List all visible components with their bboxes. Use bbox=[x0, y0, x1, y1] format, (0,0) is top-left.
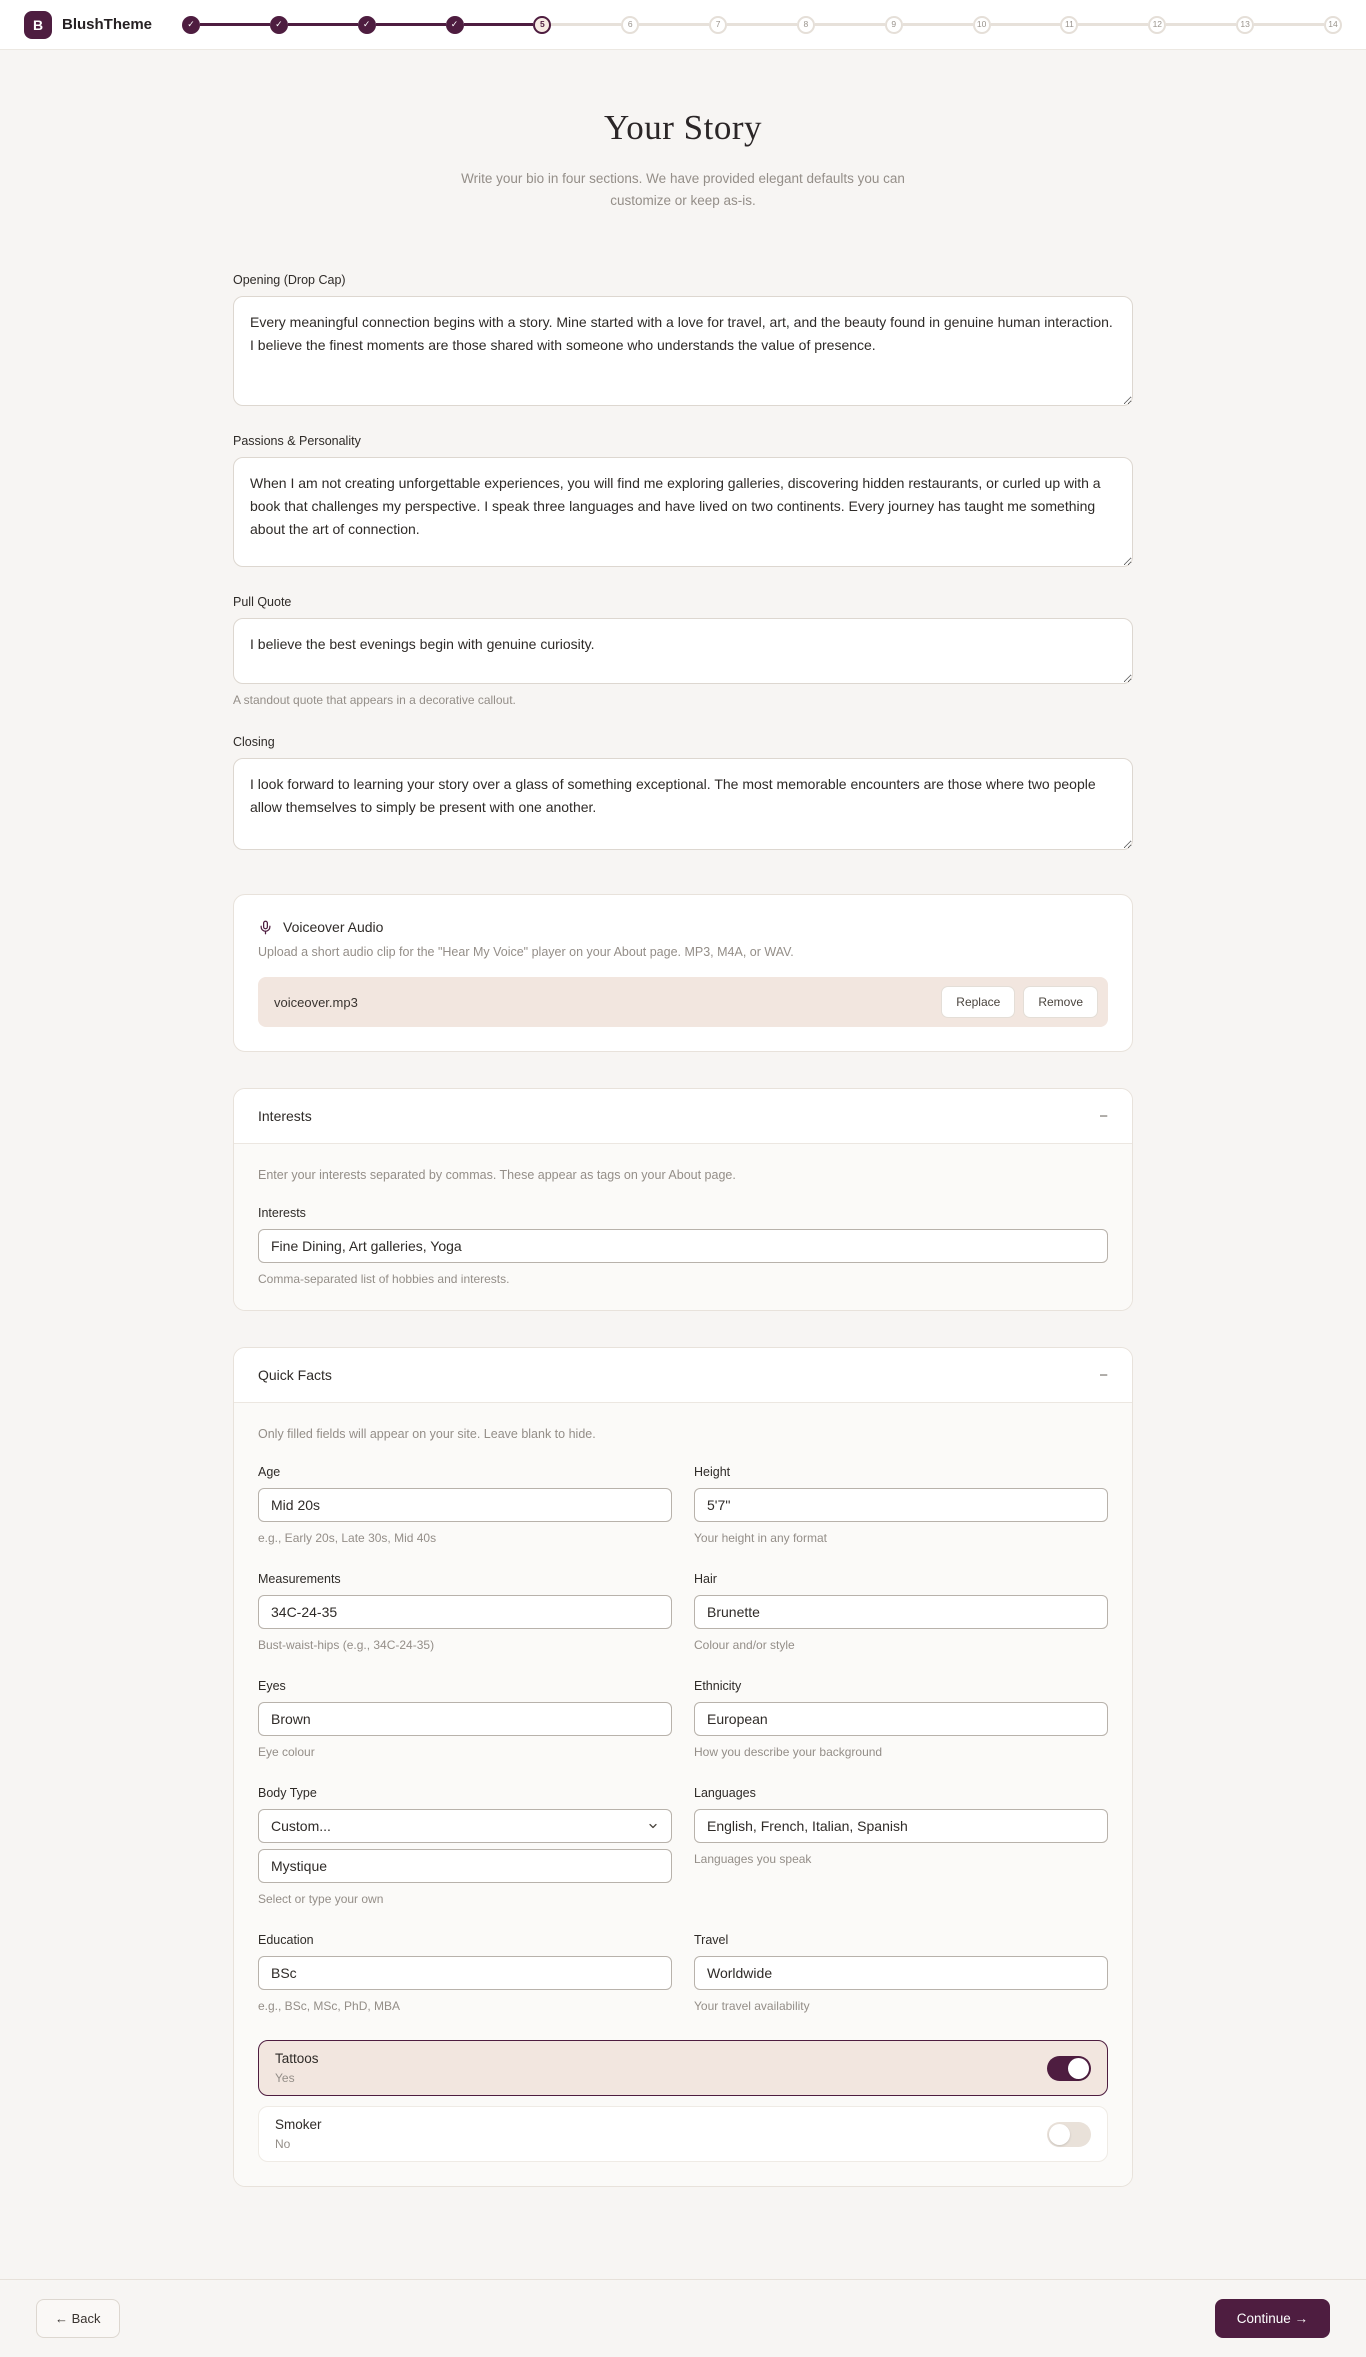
step-10[interactable]: 10 bbox=[973, 16, 991, 34]
page-title: Your Story bbox=[603, 108, 763, 147]
age-input[interactable] bbox=[258, 1488, 672, 1522]
quick-facts-note: Only filled fields will appear on your site. Leave blank to hide. bbox=[258, 1427, 596, 1442]
opening-field-group bbox=[233, 273, 1133, 406]
age-help: e.g., Early 20s, Late 30s, Mid 40s bbox=[258, 1531, 437, 1546]
opening-label: Opening (Drop Cap) bbox=[233, 273, 346, 288]
step-12[interactable]: 12 bbox=[1148, 16, 1166, 34]
hair-label: Hair bbox=[694, 1572, 717, 1587]
height-input[interactable] bbox=[694, 1488, 1108, 1522]
pull-quote-field-group bbox=[233, 595, 1133, 707]
quick-facts-toggles bbox=[258, 2040, 1108, 2162]
stepper bbox=[182, 16, 1342, 34]
measurements-help: Bust-waist-hips (e.g., 34C-24-35) bbox=[258, 1638, 435, 1653]
collapse-icon[interactable]: − bbox=[1099, 1107, 1108, 1125]
education-input[interactable] bbox=[258, 1956, 672, 1990]
closing-textarea[interactable] bbox=[233, 758, 1133, 850]
quick-facts-section-title: Quick Facts bbox=[258, 1367, 332, 1384]
smoker-state: No bbox=[275, 2137, 291, 2152]
hair-input[interactable] bbox=[694, 1595, 1108, 1629]
app-header bbox=[0, 0, 1366, 50]
smoker-toggle[interactable] bbox=[1047, 2122, 1091, 2147]
step-5[interactable]: 5 bbox=[533, 16, 551, 34]
voiceover-card bbox=[233, 894, 1133, 1052]
quick-facts-card bbox=[233, 1347, 1133, 2187]
quick-fact-field-body-type bbox=[258, 1786, 672, 1906]
tattoos-label: Tattoos bbox=[275, 2051, 319, 2067]
step-11[interactable]: 11 bbox=[1060, 16, 1078, 34]
education-label: Education bbox=[258, 1933, 314, 1948]
body-type-input[interactable] bbox=[258, 1849, 672, 1883]
age-label: Age bbox=[258, 1465, 281, 1480]
main-content bbox=[0, 50, 1366, 2279]
pull-quote-label: Pull Quote bbox=[233, 595, 292, 610]
measurements-input[interactable] bbox=[258, 1595, 672, 1629]
tattoos-toggle-row bbox=[258, 2040, 1108, 2096]
step-connector bbox=[727, 23, 797, 26]
page-subtitle: Write your bio in four sections. We have provided elegant defaults you can customize or keep as-is. bbox=[461, 171, 905, 208]
footer bbox=[0, 2279, 1366, 2357]
step-connector bbox=[376, 23, 446, 26]
ethnicity-label: Ethnicity bbox=[694, 1679, 742, 1694]
microphone-icon bbox=[258, 920, 273, 935]
step-connector bbox=[991, 23, 1061, 26]
smoker-toggle-row bbox=[258, 2106, 1108, 2162]
languages-input[interactable] bbox=[694, 1809, 1108, 1843]
passions-field-group bbox=[233, 434, 1133, 567]
voiceover-file-name: voiceover.mp3 bbox=[274, 994, 358, 1010]
step-1[interactable]: ✓ bbox=[182, 16, 200, 34]
body-type-help: Select or type your own bbox=[258, 1892, 384, 1907]
quick-fact-field-height bbox=[694, 1465, 1108, 1545]
step-connector bbox=[815, 23, 885, 26]
step-3[interactable]: ✓ bbox=[358, 16, 376, 34]
step-2[interactable]: ✓ bbox=[270, 16, 288, 34]
travel-input[interactable] bbox=[694, 1956, 1108, 1990]
eyes-label: Eyes bbox=[258, 1679, 286, 1694]
quick-facts-grid bbox=[258, 1465, 1108, 2013]
brand-logo: B bbox=[24, 11, 52, 39]
closing-field-group bbox=[233, 735, 1133, 850]
replace-audio-button[interactable]: Replace bbox=[941, 986, 1015, 1018]
step-6[interactable]: 6 bbox=[621, 16, 639, 34]
voiceover-title: Voiceover Audio bbox=[283, 919, 384, 936]
step-connector bbox=[1166, 23, 1236, 26]
back-button[interactable]: ← Back bbox=[36, 2299, 120, 2338]
eyes-help: Eye colour bbox=[258, 1745, 315, 1760]
collapse-icon[interactable]: − bbox=[1099, 1366, 1108, 1384]
tattoos-toggle-texts bbox=[275, 2051, 319, 2085]
interests-description: Enter your interests separated by commas. These appear as tags on your About page. bbox=[258, 1168, 736, 1183]
interests-card bbox=[233, 1088, 1133, 1311]
voiceover-description: Upload a short audio clip for the "Hear My Voice" player on your About page. MP3, M4A, or WAV. bbox=[258, 945, 794, 960]
eyes-input[interactable] bbox=[258, 1702, 672, 1736]
body-type-select[interactable] bbox=[258, 1809, 672, 1843]
pull-quote-textarea[interactable] bbox=[233, 618, 1133, 684]
ethnicity-input[interactable] bbox=[694, 1702, 1108, 1736]
step-7[interactable]: 7 bbox=[709, 16, 727, 34]
travel-label: Travel bbox=[694, 1933, 729, 1948]
interests-label: Interests bbox=[258, 1206, 306, 1221]
voiceover-file-row bbox=[258, 977, 1108, 1027]
step-connector bbox=[1078, 23, 1148, 26]
chevron-down-icon bbox=[647, 1820, 659, 1832]
quick-facts-section-header[interactable] bbox=[234, 1348, 1132, 1403]
step-connector bbox=[551, 23, 621, 26]
hair-help: Colour and/or style bbox=[694, 1638, 795, 1653]
smoker-toggle-texts bbox=[275, 2117, 322, 2151]
brand-name: BlushTheme bbox=[62, 16, 153, 33]
step-connector bbox=[200, 23, 270, 26]
quick-fact-field-education bbox=[258, 1933, 672, 2013]
tattoos-state: Yes bbox=[275, 2071, 295, 2086]
step-connector bbox=[903, 23, 973, 26]
quick-fact-field-age bbox=[258, 1465, 672, 1545]
quick-fact-field-measurements bbox=[258, 1572, 672, 1652]
interests-help: Comma-separated list of hobbies and interests. bbox=[258, 1272, 510, 1287]
quick-fact-field-hair bbox=[694, 1572, 1108, 1652]
smoker-toggle-knob bbox=[1049, 2124, 1070, 2145]
step-9[interactable]: 9 bbox=[885, 16, 903, 34]
step-14[interactable]: 14 bbox=[1324, 16, 1342, 34]
passions-label: Passions & Personality bbox=[233, 434, 361, 449]
height-help: Your height in any format bbox=[694, 1531, 827, 1546]
step-connector bbox=[288, 23, 358, 26]
step-connector bbox=[464, 23, 534, 26]
body-type-select-value: Custom... bbox=[271, 1818, 331, 1835]
education-help: e.g., BSc, MSc, PhD, MBA bbox=[258, 1999, 401, 2014]
quick-fact-field-languages bbox=[694, 1786, 1108, 1906]
opening-textarea[interactable] bbox=[233, 296, 1133, 406]
step-connector bbox=[1254, 23, 1324, 26]
languages-help: Languages you speak bbox=[694, 1852, 812, 1867]
tattoos-toggle-knob bbox=[1068, 2058, 1089, 2079]
tattoos-toggle[interactable] bbox=[1047, 2056, 1091, 2081]
interests-section-title: Interests bbox=[258, 1108, 312, 1125]
closing-label: Closing bbox=[233, 735, 275, 750]
ethnicity-help: How you describe your background bbox=[694, 1745, 883, 1760]
quick-fact-field-travel bbox=[694, 1933, 1108, 2013]
height-label: Height bbox=[694, 1465, 731, 1480]
languages-label: Languages bbox=[694, 1786, 756, 1801]
interests-input[interactable] bbox=[258, 1229, 1108, 1263]
step-13[interactable]: 13 bbox=[1236, 16, 1254, 34]
measurements-label: Measurements bbox=[258, 1572, 341, 1587]
pull-quote-help: A standout quote that appears in a decorative callout. bbox=[233, 693, 516, 708]
travel-help: Your travel availability bbox=[694, 1999, 810, 2014]
quick-fact-field-ethnicity bbox=[694, 1679, 1108, 1759]
smoker-label: Smoker bbox=[275, 2117, 322, 2133]
passions-textarea[interactable] bbox=[233, 457, 1133, 567]
interests-section-header[interactable] bbox=[234, 1089, 1132, 1144]
step-connector bbox=[639, 23, 709, 26]
step-4[interactable]: ✓ bbox=[446, 16, 464, 34]
quick-fact-field-eyes bbox=[258, 1679, 672, 1759]
remove-audio-button[interactable]: Remove bbox=[1023, 986, 1098, 1018]
step-8[interactable]: 8 bbox=[797, 16, 815, 34]
body-type-label: Body Type bbox=[258, 1786, 317, 1801]
continue-button[interactable]: Continue → bbox=[1215, 2299, 1330, 2338]
